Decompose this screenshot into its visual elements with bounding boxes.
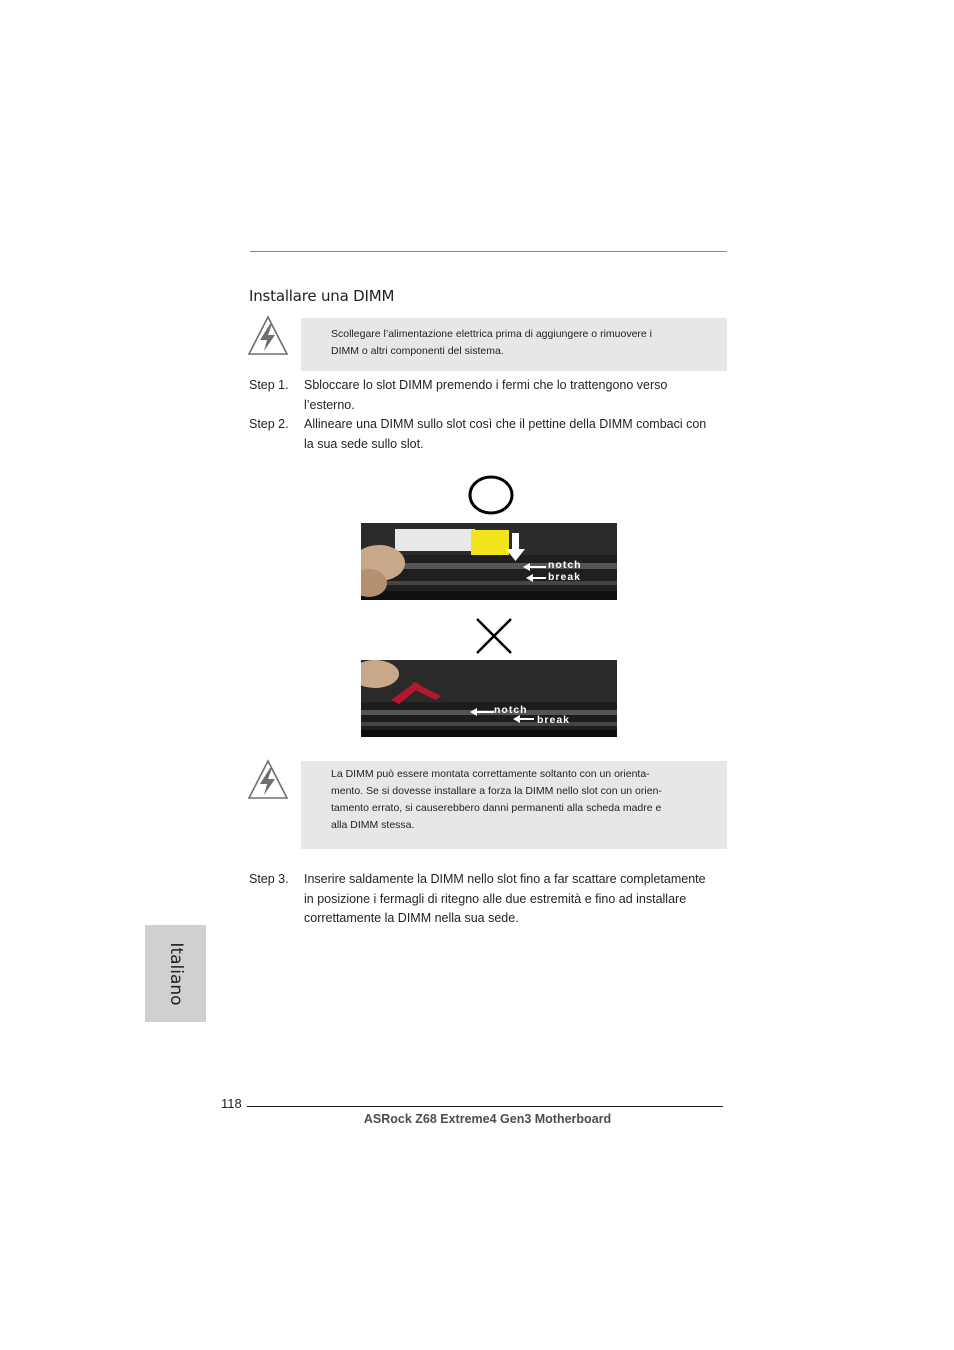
section-title: Installare una DIMM [249, 287, 395, 305]
step-label: Step 3. [249, 872, 289, 886]
step-line: la sua sede sullo slot. [304, 436, 424, 451]
step-line: correttamente la DIMM nella sua sede. [304, 911, 519, 925]
correct-circle-icon [466, 473, 516, 517]
step-2 [249, 415, 729, 455]
footer-title: ASRock Z68 Extreme4 Gen3 Motherboard [363, 1112, 612, 1126]
page-number: 118 [221, 1096, 242, 1111]
note-line: tamento errato, si causerebbero danni permanenti alla scheda madre e [331, 802, 662, 814]
language-tab-label: Italiano [165, 941, 186, 1006]
break-label: break [548, 571, 582, 583]
step-line: Allineare una DIMM sullo slot così che il pettine della DIMM combaci con [304, 417, 707, 431]
footer-divider [247, 1106, 723, 1107]
note-line: DIMM o altri componenti del sistema. [331, 345, 504, 357]
warning-note [301, 761, 727, 849]
wrong-cross-icon [474, 616, 514, 656]
note-line: Scollegare l’alimentazione elettrica prima di aggiungere o rimuovere i [331, 328, 652, 340]
top-divider [250, 251, 727, 252]
break-label: break [537, 714, 571, 726]
notch-label: notch [494, 704, 528, 716]
note-line: mento. Se si dovesse installare a forza la DIMM nello slot con un orien- [331, 785, 662, 797]
notch-label: notch [548, 559, 582, 571]
dimm-wrong-photo [361, 660, 617, 737]
note-line: alla DIMM stessa. [331, 819, 415, 831]
language-tab [145, 925, 206, 1022]
step-label: Step 2. [249, 417, 289, 431]
warning-icon [247, 759, 289, 801]
dimm-correct-photo [361, 523, 617, 600]
dimm-wrong-illustration [361, 660, 617, 737]
step-line: in posizione i fermagli di ritegno alle due estremità e fino ad installare [304, 891, 687, 906]
warning-icon [247, 315, 289, 357]
warning-note [301, 318, 727, 371]
step-line: Sbloccare lo slot DIMM premendo i fermi che lo trattengono verso [304, 378, 668, 392]
step-line: l’esterno. [304, 397, 355, 412]
step-label: Step 1. [249, 378, 289, 392]
step-line: Inserire saldamente la DIMM nello slot fino a far scattare completamente [304, 872, 706, 886]
step-1 [249, 376, 729, 416]
note-line: La DIMM può essere montata correttamente soltanto con un orienta- [331, 768, 650, 780]
step-3 [249, 870, 729, 930]
